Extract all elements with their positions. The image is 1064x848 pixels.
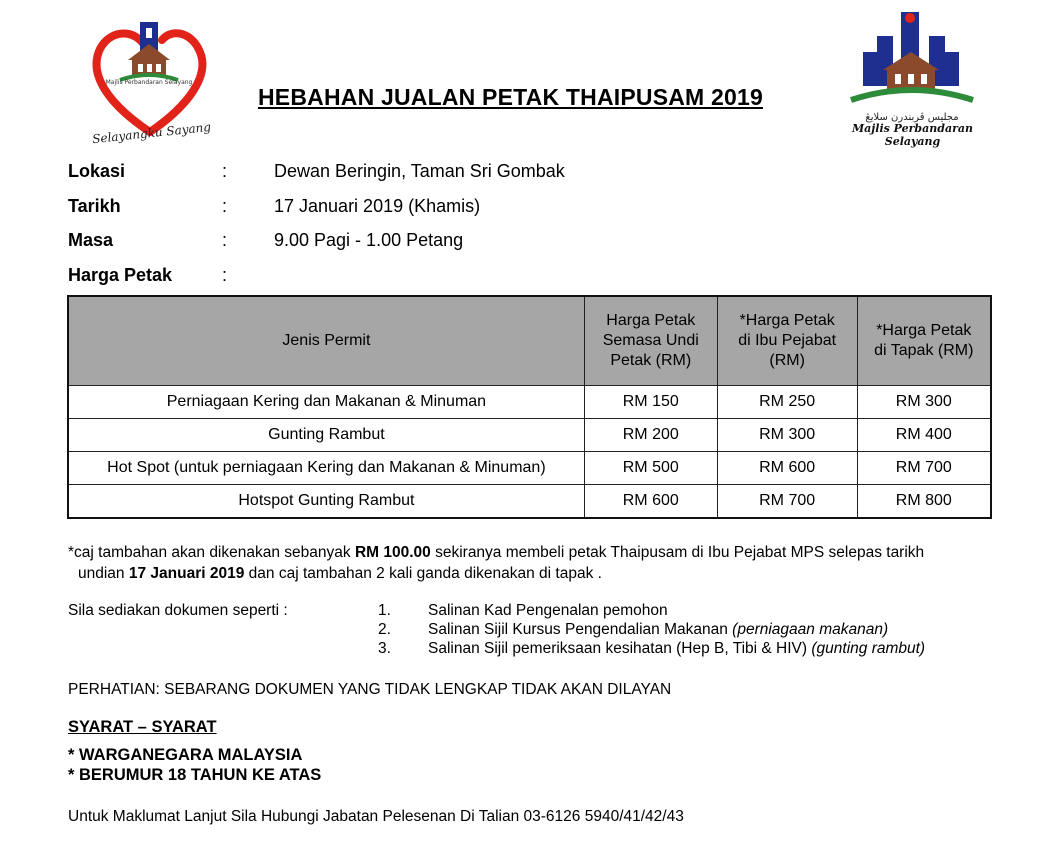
price-table [67,295,992,519]
info-colon: : [222,196,228,216]
logo-right-jawi: مجليس ڤربندرن سلايڠ [865,112,959,123]
logo-left-caption: Majlis Perbandaran Selayang [105,79,193,86]
document-name: Salinan Sijil pemeriksaan kesihatan (Hep B, Tibi & HIV) [428,640,812,657]
table-row [68,419,991,452]
info-label: Masa [68,230,114,250]
list-text [428,601,668,620]
list-number: 1. [378,602,391,619]
info-label: Tarikh [68,196,121,216]
price-cell: RM 500 [584,452,717,485]
conditions-title: SYARAT – SYARAT [68,718,217,736]
note-text: *caj tambahan akan dikenakan sebanyak [68,544,355,561]
price-cell: RM 150 [584,386,717,419]
info-label: Harga Petak [68,265,173,285]
document-name: Salinan Kad Pengenalan pemohon [428,602,668,619]
price-cell: RM 700 [717,485,857,519]
header-jenis-permit: Jenis Permit [68,296,584,386]
note-text: undian [78,565,129,582]
header-harga-ibu-pejabat [717,296,857,386]
permit-type: Gunting Rambut [68,419,584,452]
note-date: 17 Januari 2019 [128,565,245,582]
price-cell: RM 250 [717,386,857,419]
note-text: dan caj tambahan 2 kali ganda dikenakan di tapak . [244,565,602,582]
info-value: Dewan Beringin, Taman Sri Gombak [274,161,565,181]
document-note: (perniagaan makanan) [732,621,889,638]
table-header-row [68,296,991,386]
header-harga-tapak-text: *Harga Petak di Tapak (RM) [874,322,974,359]
table-row [68,485,991,519]
document-name: Salinan Sijil Kursus Pengendalian Makanan [428,621,733,638]
price-cell: RM 700 [857,452,991,485]
info-colon: : [222,230,228,250]
info-colon: : [222,161,228,181]
price-cell: RM 600 [584,485,717,519]
selayangku-sayang-logo [88,14,213,149]
document-note: (gunting rambut) [811,640,926,657]
price-cell: RM 300 [857,386,991,419]
mps-logo [845,8,980,138]
price-cell: RM 400 [857,419,991,452]
price-cell: RM 200 [584,419,717,452]
permit-type: Hotspot Gunting Rambut [68,485,584,519]
list-number: 3. [378,640,391,657]
logo-left-tagline: Selayangku Sayang [91,119,212,147]
documents-label: Sila sediakan dokumen seperti : [68,602,288,619]
note-amount: RM 100.00 [354,544,431,561]
condition-item: * BERUMUR 18 TAHUN KE ATAS [68,766,322,784]
contact-info: Untuk Maklumat Lanjut Sila Hubungi Jabatan Pelesenan Di Talian 03-6126 5940/41/42/43 [68,808,684,825]
condition-item: * WARGANEGARA MALAYSIA [68,746,303,764]
list-text [428,639,925,658]
header-harga-undi-text: Harga Petak Semasa Undi Petak (RM) [602,312,699,369]
permit-type: Hot Spot (untuk perniagaan Kering dan Makanan & Minuman) [68,452,584,485]
page-title: HEBAHAN JUALAN PETAK THAIPUSAM 2019 [258,84,763,110]
list-number: 2. [378,621,391,638]
table-row [68,452,991,485]
header-harga-ibu-pejabat-text: *Harga Petak di Ibu Pejabat (RM) [738,312,837,369]
table-row [68,386,991,419]
price-cell: RM 300 [717,419,857,452]
header-harga-undi [584,296,717,386]
permit-type: Perniagaan Kering dan Makanan & Minuman [68,386,584,419]
info-value: 9.00 Pagi - 1.00 Petang [274,230,464,250]
surcharge-note [68,542,1038,584]
logo-right-caption: Majlis Perbandaran Selayang [852,122,973,148]
info-colon: : [222,265,228,285]
info-label: Lokasi [68,161,126,181]
list-text [428,620,888,639]
header-harga-tapak [857,296,991,386]
info-value: 17 Januari 2019 (Khamis) [274,196,481,216]
price-cell: RM 800 [857,485,991,519]
note-text: sekiranya membeli petak Thaipusam di Ibu Pejabat MPS selepas tarikh [430,544,925,561]
attention-notice: PERHATIAN: SEBARANG DOKUMEN YANG TIDAK LENGKAP TIDAK AKAN DILAYAN [68,681,672,698]
price-cell: RM 600 [717,452,857,485]
